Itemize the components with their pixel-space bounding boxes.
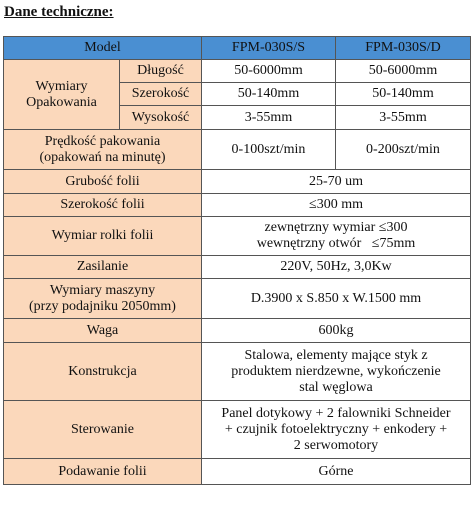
table-row [4, 217, 471, 256]
wymiary-maszyny-value: D.3900 x S.850 x W.1500 mm [202, 279, 471, 319]
wymiary-opakowania-label: Wymiary Opakowania [4, 60, 120, 130]
table-row [4, 279, 471, 319]
sterowanie-label: Sterowanie [4, 401, 202, 459]
konstrukcja-line1: Stalowa, elementy mające styk z [244, 347, 428, 363]
table-row [4, 194, 471, 217]
sterowanie-line3: 2 serwomotory [293, 437, 379, 453]
table-row [4, 459, 471, 485]
predkosc-label [4, 130, 202, 170]
sterowanie-value [202, 401, 471, 459]
szerokosc-label: Szerokość [120, 83, 202, 106]
table-header-row [4, 37, 471, 60]
zasilanie-label: Zasilanie [4, 256, 202, 279]
szerokosc-d-value: 50-140mm [336, 83, 471, 106]
predkosc-label-line1: Prędkość pakowania [44, 133, 161, 149]
table-row [4, 256, 471, 279]
table-row [4, 343, 471, 401]
grubosc-value: 25-70 um [202, 170, 471, 194]
sterowanie-line1: Panel dotykowy + 2 falowniki Schneider [221, 405, 451, 421]
header-model-d: FPM-030S/D [336, 37, 471, 60]
wysokosc-s-value: 3-55mm [202, 106, 336, 130]
rolka-label: Wymiar rolki folii [4, 217, 202, 256]
konstrukcja-line3: stal węglowa [299, 379, 373, 395]
wymiary-maszyny-label [4, 279, 202, 319]
predkosc-d-value: 0-200szt/min [336, 130, 471, 170]
table-row [4, 401, 471, 459]
waga-label: Waga [4, 319, 202, 343]
wysokosc-d-value: 3-55mm [336, 106, 471, 130]
table-row [4, 319, 471, 343]
section-heading: Dane techniczne: [4, 4, 114, 20]
grubosc-label: Grubość folii [4, 170, 202, 194]
konstrukcja-value [202, 343, 471, 401]
szerokosc-folii-value: ≤300 mm [202, 194, 471, 217]
konstrukcja-label: Konstrukcja [4, 343, 202, 401]
rolka-value [202, 217, 471, 256]
predkosc-s-value: 0-100szt/min [202, 130, 336, 170]
table-row [4, 60, 471, 83]
technical-spec-table [3, 36, 471, 485]
wysokosc-label: Wysokość [120, 106, 202, 130]
table-row [4, 170, 471, 194]
predkosc-label-line2: (opakowań na minutę) [39, 149, 166, 165]
dlugosc-s-value: 50-6000mm [202, 60, 336, 83]
waga-value: 600kg [202, 319, 471, 343]
dlugosc-d-value: 50-6000mm [336, 60, 471, 83]
wymiary-maszyny-label-line2: (przy podajniku 2050mm) [29, 298, 176, 314]
table-row [4, 130, 471, 170]
podawanie-value: Górne [202, 459, 471, 485]
zasilanie-value: 220V, 50Hz, 3,0Kw [202, 256, 471, 279]
rolka-line1: zewnętrzny wymiar ≤300 [264, 220, 408, 235]
konstrukcja-line2: produktem nierdzewne, wykończenie [231, 363, 441, 379]
header-model-s: FPM-030S/S [202, 37, 336, 60]
header-model-label: Model [4, 37, 202, 60]
podawanie-label: Podawanie folii [4, 459, 202, 485]
sterowanie-line2: + czujnik fotoelektryczny + enkodery + [224, 421, 448, 437]
wymiary-maszyny-label-line1: Wymiary maszyny [49, 282, 156, 298]
dlugosc-label: Długość [120, 60, 202, 83]
szerokosc-folii-label: Szerokość folii [4, 194, 202, 217]
szerokosc-s-value: 50-140mm [202, 83, 336, 106]
rolka-line2: wewnętrzny otwór ≤75mm [256, 236, 416, 251]
